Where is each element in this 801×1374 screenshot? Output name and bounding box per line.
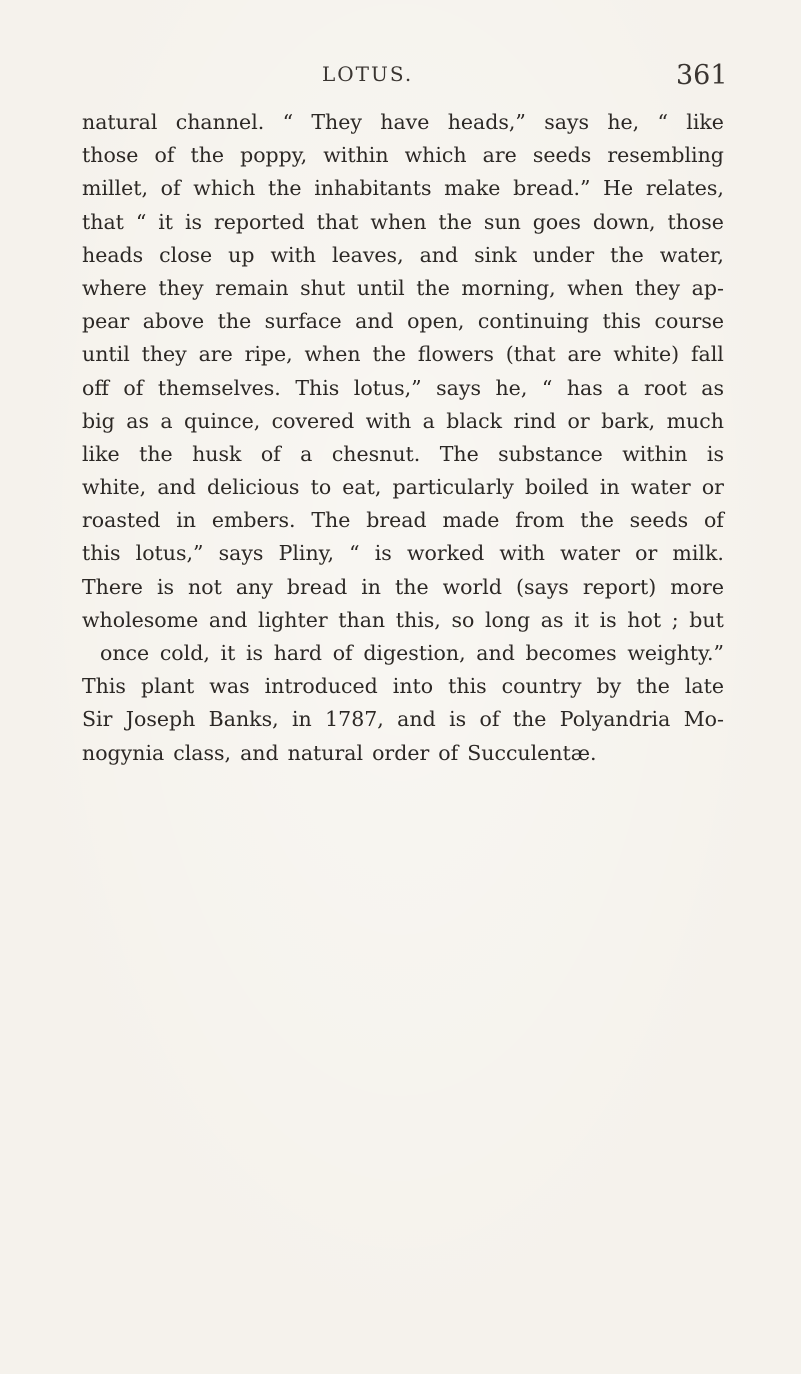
word: ripe, [244,342,293,367]
word: relates, [645,176,724,201]
word: Polyandria [559,707,671,732]
word: says [436,375,481,400]
word: water [560,541,621,566]
word: heads,” [447,110,526,134]
word: “ [282,110,294,134]
word: report) [582,574,657,599]
word: it [158,209,174,234]
word: off [82,375,109,400]
word: have [380,110,430,134]
word: inhabitants [314,176,432,201]
word: it [574,607,589,632]
word: with [499,541,545,566]
word: of [154,143,175,168]
word: this [448,674,487,699]
word: weighty.” [627,641,724,665]
word: says [544,110,590,134]
word: under [532,242,595,267]
word: and [397,707,436,732]
word: with [365,408,412,433]
word: is [156,574,175,599]
word: natural [287,740,364,765]
word: within [323,143,389,168]
text-line [82,206,724,239]
word: Joseph [125,707,196,732]
running-head-title: LOTUS. [322,62,414,86]
word: says [218,541,264,566]
word: as [126,408,149,433]
word: chesnut. [331,441,421,466]
word: open, [407,309,465,334]
word: digestion, [363,641,466,665]
text-line [82,537,724,570]
word: as [540,607,564,632]
word: rind [513,408,557,433]
text-line [82,438,724,471]
word: or [701,475,724,500]
text-line [82,604,724,637]
text-line [82,305,724,338]
word: millet, [82,176,148,201]
word: when [304,342,361,367]
word: the [217,309,252,334]
word: seeds [629,508,689,533]
word: bread.” [513,176,591,201]
word: plant [140,674,195,699]
word: nogynia [82,740,165,765]
word: the [139,441,173,466]
word: substance [498,441,603,466]
word: Banks, [208,707,279,732]
word: and [355,309,394,334]
word: the [372,342,407,367]
word: of [479,707,500,732]
word: which [193,176,256,201]
word: those [667,209,724,234]
word: and [157,475,196,500]
word: in [599,475,620,500]
text-line [82,670,724,703]
word: when [567,275,624,300]
word: ap- [691,275,724,300]
word: or [567,408,590,433]
word: made [442,508,500,533]
word: (that [505,342,556,367]
word: resembling [607,143,724,168]
word: is [374,541,392,566]
word: a [160,408,173,433]
word: of [160,176,181,201]
word: when [370,209,427,234]
word: of [438,740,459,765]
word: covered [271,408,355,433]
text-line [82,737,724,770]
word: The [311,508,351,533]
word: much [666,408,724,433]
word: lotus,” [135,541,204,566]
word: until [356,275,405,300]
word: course [654,309,724,334]
word: “ [349,541,360,566]
word: water, [659,242,724,267]
word: roasted [82,508,161,533]
word: make [444,176,501,201]
word: is [449,707,467,732]
word: is [245,641,264,665]
word: they [141,342,187,367]
word: boiled [524,475,589,500]
word: natural [82,110,158,134]
word: this [602,309,642,334]
word: wholesome [82,607,199,632]
word: a [422,408,435,433]
word: He [603,176,634,201]
word: bread [286,574,348,599]
text-line [82,272,724,305]
word: a [300,441,313,466]
word: lotus,” [353,375,422,400]
word: above [142,309,205,334]
text-line [82,471,724,504]
word: bark, [601,408,656,433]
word: class, [173,740,232,765]
word: of [703,508,724,533]
word: shut [300,275,346,300]
word: it [220,641,236,665]
word: quince, [184,408,261,433]
word: where [82,275,147,300]
running-head [0,60,801,100]
word: into [392,674,434,699]
word: has [566,375,603,400]
word: any [235,574,273,599]
text-line [82,703,724,736]
word: and [240,740,279,765]
word: sun [483,209,521,234]
word: pear [82,309,130,334]
word: “ [135,209,147,234]
word: like [686,110,724,134]
word: “ [541,375,553,400]
word: introduced [264,674,378,699]
word: sink [474,242,517,267]
word: and [476,641,515,665]
word: “ [657,110,668,134]
word: late [684,674,724,699]
word: he, [607,110,640,134]
word: the [610,242,644,267]
word: This [295,375,340,400]
word: They [311,110,362,134]
word: are [198,342,233,367]
word: more [670,574,724,599]
word: with [270,242,316,267]
word: lighter [258,607,328,632]
word: is [184,209,203,234]
word: white) [613,342,680,367]
word: he, [495,375,528,400]
word: milk. [672,541,724,566]
word: order [372,740,430,765]
word: ; [671,607,679,632]
word: this, [395,607,441,632]
word: surface [264,309,342,334]
word: up [228,242,255,267]
text-line [82,571,724,604]
word: Succulentæ. [467,740,597,765]
word: root [644,375,687,400]
word: This [82,674,126,699]
word: from [515,508,565,533]
word: down, [592,209,656,234]
word: that [316,209,359,234]
text-line [82,372,724,405]
word: husk [192,441,242,466]
word: cold, [159,641,210,665]
word: worked [406,541,485,566]
word: but [689,607,724,632]
word: a [617,375,630,400]
text-line [82,637,724,670]
word: like [82,441,120,466]
word: once [100,641,150,665]
word: delicious [206,475,300,500]
word: or [635,541,658,566]
word: eat, [342,475,382,500]
word: leaves, [331,242,404,267]
text-line [82,139,724,172]
word: those [82,143,139,168]
text-line [82,504,724,537]
word: (says [515,574,569,599]
word: world [442,574,502,599]
word: white, [82,475,147,500]
word: black [446,408,503,433]
word: to [310,475,332,500]
word: the [190,143,225,168]
word: continuing [477,309,590,334]
word: close [159,242,213,267]
word: in [291,707,312,732]
word: fall [690,342,724,367]
word: and [208,607,248,632]
word: the [267,176,302,201]
word: of [260,441,281,466]
word: the [416,275,450,300]
word: as [701,375,724,400]
word: country [501,674,582,699]
word: reported [213,209,305,234]
word: so [451,607,475,632]
word: The [439,441,479,466]
word: which [404,143,467,168]
word: the [636,674,670,699]
word: is [706,441,724,466]
word: seeds [532,143,592,168]
word: channel. [175,110,265,134]
text-line [82,239,724,272]
word: becomes [525,641,617,665]
word: hot [627,607,662,632]
word: particularly [392,475,514,500]
word: within [622,441,688,466]
word: they [634,275,681,300]
word: not [188,574,222,599]
word: morning, [461,275,556,300]
word: the [438,209,472,234]
word: in [361,574,382,599]
word: than [338,607,386,632]
word: hard [273,641,323,665]
word: and [419,242,459,267]
word: big [82,408,115,433]
word: There [82,574,143,599]
word: embers. [211,508,296,533]
word: Sir [82,707,113,732]
word: of [123,375,144,400]
word: poppy, [240,143,308,168]
word: goes [532,209,581,234]
word: the [395,574,429,599]
word: long [484,607,531,632]
text-line [82,106,724,139]
word: bread [366,508,427,533]
word: 1787, [325,707,384,732]
word: that [82,209,124,234]
page-number: 361 [676,60,728,91]
word: until [82,342,130,367]
word: they [158,275,204,300]
word: heads [82,242,144,267]
word: of [332,641,353,665]
text-line [82,172,724,205]
word: flowers [417,342,494,367]
word: are [482,143,517,168]
word: the [512,707,547,732]
word: water [630,475,691,500]
word: was [209,674,250,699]
word: this [82,541,121,566]
text-line [82,338,724,371]
word: are [567,342,602,367]
word: Mo- [683,707,724,732]
word: in [176,508,196,533]
body-text [82,106,724,770]
word: by [596,674,622,699]
word: remain [215,275,289,300]
word: Pliny, [278,541,335,566]
word: is [599,607,617,632]
word: the [580,508,614,533]
word: themselves. [157,375,281,400]
text-line [82,405,724,438]
